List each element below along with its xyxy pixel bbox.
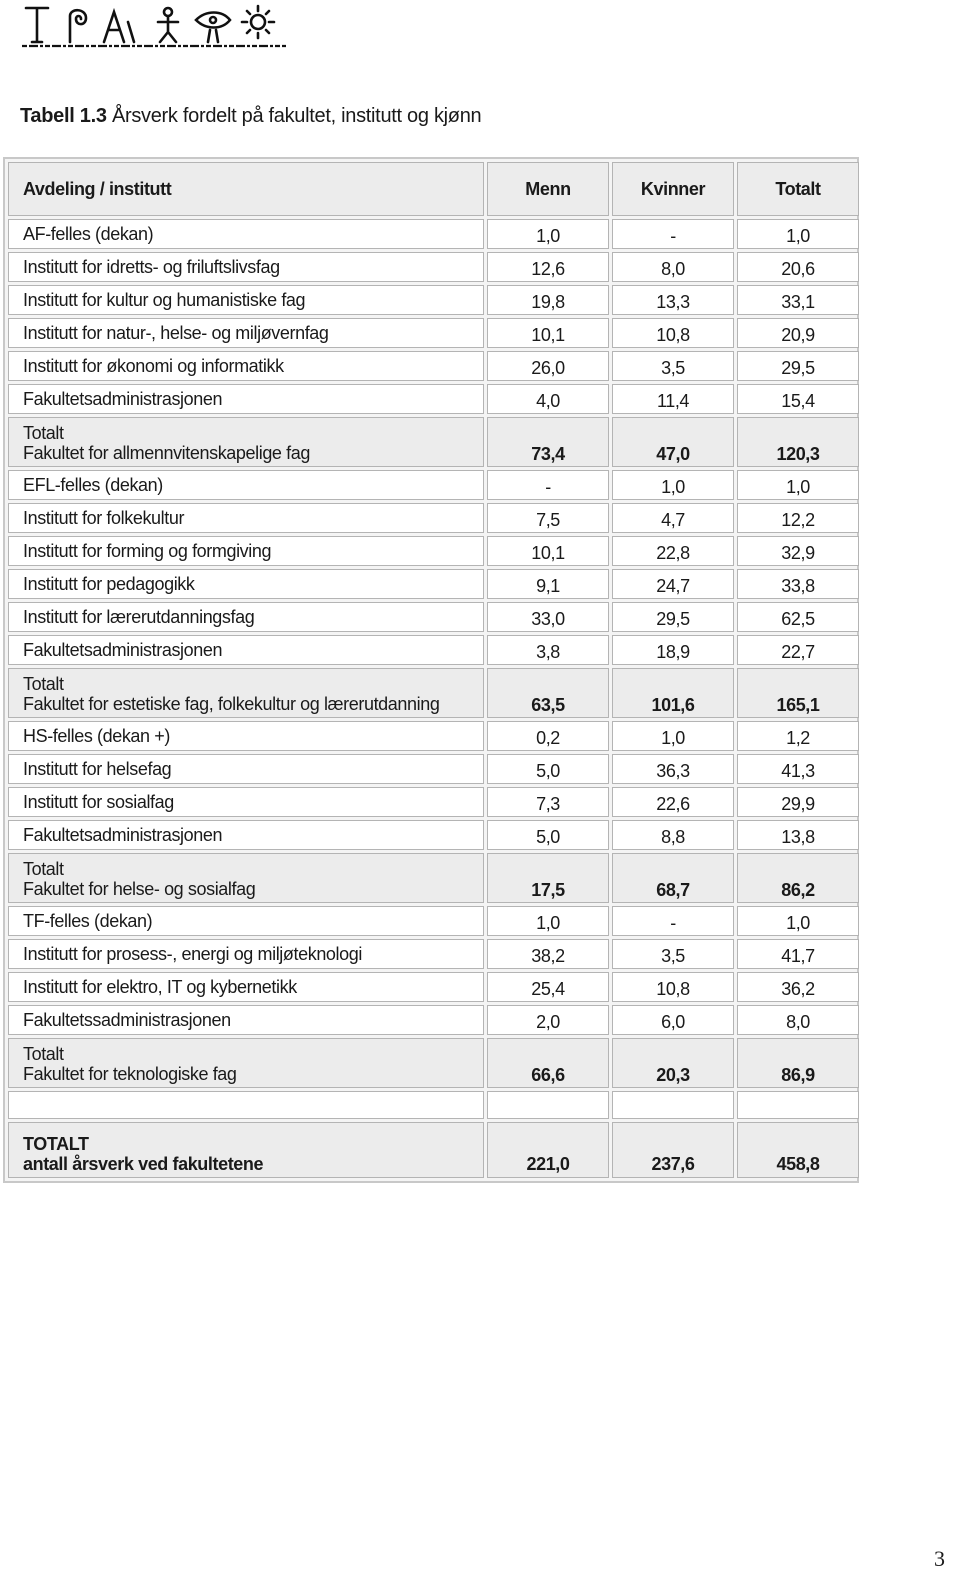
row-label: Institutt for elektro, IT og kybernetikk bbox=[8, 972, 484, 1002]
cell-men: 5,0 bbox=[487, 820, 609, 850]
cell-men: 63,5 bbox=[487, 668, 609, 718]
table-row bbox=[8, 820, 859, 850]
row-label: Institutt for prosess-, energi og miljøteknologi bbox=[8, 939, 484, 969]
institution-logo bbox=[22, 2, 286, 52]
page-number: 3 bbox=[934, 1546, 945, 1571]
row-label: EFL-felles (dekan) bbox=[8, 470, 484, 500]
row-label-line1: Totalt bbox=[23, 674, 64, 694]
row-label bbox=[8, 1038, 484, 1088]
header-total: Totalt bbox=[737, 162, 859, 216]
cell-men: 19,8 bbox=[487, 285, 609, 315]
table-row bbox=[8, 503, 859, 533]
cell-men: 26,0 bbox=[487, 351, 609, 381]
table-row bbox=[8, 252, 859, 282]
cell-women: 101,6 bbox=[612, 668, 734, 718]
cell-men: 7,3 bbox=[487, 787, 609, 817]
cell-men: 10,1 bbox=[487, 318, 609, 348]
cell-total bbox=[737, 1091, 859, 1119]
cell-total: 62,5 bbox=[737, 602, 859, 632]
cell-total: 8,0 bbox=[737, 1005, 859, 1035]
cell-total: 86,2 bbox=[737, 853, 859, 903]
row-label bbox=[8, 1091, 484, 1119]
cell-women: 237,6 bbox=[612, 1122, 734, 1178]
cell-men: 7,5 bbox=[487, 503, 609, 533]
staffing-table bbox=[5, 159, 862, 1181]
cell-total: 458,8 bbox=[737, 1122, 859, 1178]
table-row bbox=[8, 906, 859, 936]
table-row bbox=[8, 972, 859, 1002]
row-label: Institutt for helsefag bbox=[8, 754, 484, 784]
cell-total: 29,5 bbox=[737, 351, 859, 381]
table-row bbox=[8, 351, 859, 381]
cell-women: 22,6 bbox=[612, 787, 734, 817]
cell-total: 20,9 bbox=[737, 318, 859, 348]
faculty-total-row bbox=[8, 668, 859, 718]
grand-total-row bbox=[8, 1122, 859, 1178]
cell-women: 36,3 bbox=[612, 754, 734, 784]
cell-men: 3,8 bbox=[487, 635, 609, 665]
cell-total: 1,0 bbox=[737, 219, 859, 249]
cell-total: 32,9 bbox=[737, 536, 859, 566]
cell-men: 38,2 bbox=[487, 939, 609, 969]
cell-men: 221,0 bbox=[487, 1122, 609, 1178]
cell-total: 1,0 bbox=[737, 906, 859, 936]
header-men: Menn bbox=[487, 162, 609, 216]
row-label bbox=[8, 1122, 484, 1178]
row-label: Institutt for sosialfag bbox=[8, 787, 484, 817]
faculty-total-row bbox=[8, 853, 859, 903]
staffing-table-frame bbox=[3, 157, 859, 1183]
cell-women: 3,5 bbox=[612, 351, 734, 381]
cell-men: 73,4 bbox=[487, 417, 609, 467]
row-label bbox=[8, 668, 484, 718]
cell-total: 20,6 bbox=[737, 252, 859, 282]
cell-men: 25,4 bbox=[487, 972, 609, 1002]
table-title: Årsverk fordelt på fakultet, institutt og kjønn bbox=[111, 105, 482, 127]
cell-men: 33,0 bbox=[487, 602, 609, 632]
cell-women: 4,7 bbox=[612, 503, 734, 533]
cell-total: 33,1 bbox=[737, 285, 859, 315]
cell-men: 1,0 bbox=[487, 219, 609, 249]
cell-total: 1,2 bbox=[737, 721, 859, 751]
cell-women: 8,8 bbox=[612, 820, 734, 850]
cell-total: 36,2 bbox=[737, 972, 859, 1002]
cell-women: 47,0 bbox=[612, 417, 734, 467]
cell-men: 10,1 bbox=[487, 536, 609, 566]
cell-total: 22,7 bbox=[737, 635, 859, 665]
table-caption bbox=[20, 103, 481, 129]
table-row bbox=[8, 536, 859, 566]
table-row bbox=[8, 1005, 859, 1035]
table-row bbox=[8, 635, 859, 665]
cell-total: 13,8 bbox=[737, 820, 859, 850]
row-label: Institutt for forming og formgiving bbox=[8, 536, 484, 566]
header-department: Avdeling / institutt bbox=[8, 162, 484, 216]
cell-total: 1,0 bbox=[737, 470, 859, 500]
row-label: Fakultetssadministrasjonen bbox=[8, 1005, 484, 1035]
cell-men: 9,1 bbox=[487, 569, 609, 599]
cell-women: 10,8 bbox=[612, 972, 734, 1002]
cell-total: 41,3 bbox=[737, 754, 859, 784]
cell-women: - bbox=[612, 906, 734, 936]
cell-women bbox=[612, 1091, 734, 1119]
row-label: Institutt for idretts- og friluftslivsfag bbox=[8, 252, 484, 282]
table-row bbox=[8, 721, 859, 751]
cell-total: 120,3 bbox=[737, 417, 859, 467]
table-row bbox=[8, 939, 859, 969]
table-row bbox=[8, 602, 859, 632]
cell-men: 1,0 bbox=[487, 906, 609, 936]
cell-total: 12,2 bbox=[737, 503, 859, 533]
row-label: Institutt for kultur og humanistiske fag bbox=[8, 285, 484, 315]
table-number: Tabell 1.3 bbox=[20, 105, 107, 127]
cell-women: 10,8 bbox=[612, 318, 734, 348]
table-body bbox=[8, 219, 859, 1178]
cell-women: 29,5 bbox=[612, 602, 734, 632]
row-label bbox=[8, 853, 484, 903]
row-label: Institutt for natur-, helse- og miljøvernfag bbox=[8, 318, 484, 348]
table-row bbox=[8, 219, 859, 249]
row-label-line2: Fakultet for estetiske fag, folkekultur og lærerutdanning bbox=[23, 694, 440, 714]
cell-women: 11,4 bbox=[612, 384, 734, 414]
cell-men: - bbox=[487, 470, 609, 500]
cell-men: 5,0 bbox=[487, 754, 609, 784]
cell-women: 22,8 bbox=[612, 536, 734, 566]
cell-men: 2,0 bbox=[487, 1005, 609, 1035]
cell-total: 15,4 bbox=[737, 384, 859, 414]
cell-total: 41,7 bbox=[737, 939, 859, 969]
row-label: Fakultetsadministrasjonen bbox=[8, 820, 484, 850]
table-row bbox=[8, 285, 859, 315]
row-label-line1: Totalt bbox=[23, 1044, 64, 1064]
row-label: Institutt for pedagogikk bbox=[8, 569, 484, 599]
row-label: HS-felles (dekan +) bbox=[8, 721, 484, 751]
blank-row bbox=[8, 1091, 859, 1119]
cell-men: 12,6 bbox=[487, 252, 609, 282]
row-label-line2: Fakultet for helse- og sosialfag bbox=[23, 879, 256, 899]
cell-women: 1,0 bbox=[612, 721, 734, 751]
cell-total: 165,1 bbox=[737, 668, 859, 718]
table-row bbox=[8, 754, 859, 784]
cell-total: 33,8 bbox=[737, 569, 859, 599]
table-row bbox=[8, 318, 859, 348]
row-label bbox=[8, 417, 484, 467]
cell-women: 8,0 bbox=[612, 252, 734, 282]
cell-men bbox=[487, 1091, 609, 1119]
cell-men: 0,2 bbox=[487, 721, 609, 751]
row-label: TF-felles (dekan) bbox=[8, 906, 484, 936]
table-row bbox=[8, 470, 859, 500]
cell-men: 17,5 bbox=[487, 853, 609, 903]
row-label-line1: Totalt bbox=[23, 859, 64, 879]
cell-men: 66,6 bbox=[487, 1038, 609, 1088]
faculty-total-row bbox=[8, 1038, 859, 1088]
cell-women: 20,3 bbox=[612, 1038, 734, 1088]
cell-women: 1,0 bbox=[612, 470, 734, 500]
table-row bbox=[8, 384, 859, 414]
faculty-total-row bbox=[8, 417, 859, 467]
cell-women: 68,7 bbox=[612, 853, 734, 903]
cell-women: 13,3 bbox=[612, 285, 734, 315]
cell-men: 4,0 bbox=[487, 384, 609, 414]
row-label-line1: Totalt bbox=[23, 423, 64, 443]
header-women: Kvinner bbox=[612, 162, 734, 216]
row-label: AF-felles (dekan) bbox=[8, 219, 484, 249]
cell-women: 3,5 bbox=[612, 939, 734, 969]
row-label-line2: Fakultet for teknologiske fag bbox=[23, 1064, 237, 1084]
row-label: Fakultetsadministrasjonen bbox=[8, 384, 484, 414]
row-label-line1: TOTALT bbox=[23, 1134, 89, 1154]
row-label: Fakultetsadministrasjonen bbox=[8, 635, 484, 665]
table-row bbox=[8, 787, 859, 817]
row-label: Institutt for økonomi og informatikk bbox=[8, 351, 484, 381]
cell-women: 18,9 bbox=[612, 635, 734, 665]
table-row bbox=[8, 569, 859, 599]
cell-women: 24,7 bbox=[612, 569, 734, 599]
row-label: Institutt for lærerutdanningsfag bbox=[8, 602, 484, 632]
cell-total: 29,9 bbox=[737, 787, 859, 817]
row-label-line2: Fakultet for allmennvitenskapelige fag bbox=[23, 443, 310, 463]
table-header-row bbox=[8, 162, 859, 216]
cell-women: - bbox=[612, 219, 734, 249]
row-label: Institutt for folkekultur bbox=[8, 503, 484, 533]
row-label-line2: antall årsverk ved fakultetene bbox=[23, 1154, 264, 1174]
cell-total: 86,9 bbox=[737, 1038, 859, 1088]
cell-women: 6,0 bbox=[612, 1005, 734, 1035]
